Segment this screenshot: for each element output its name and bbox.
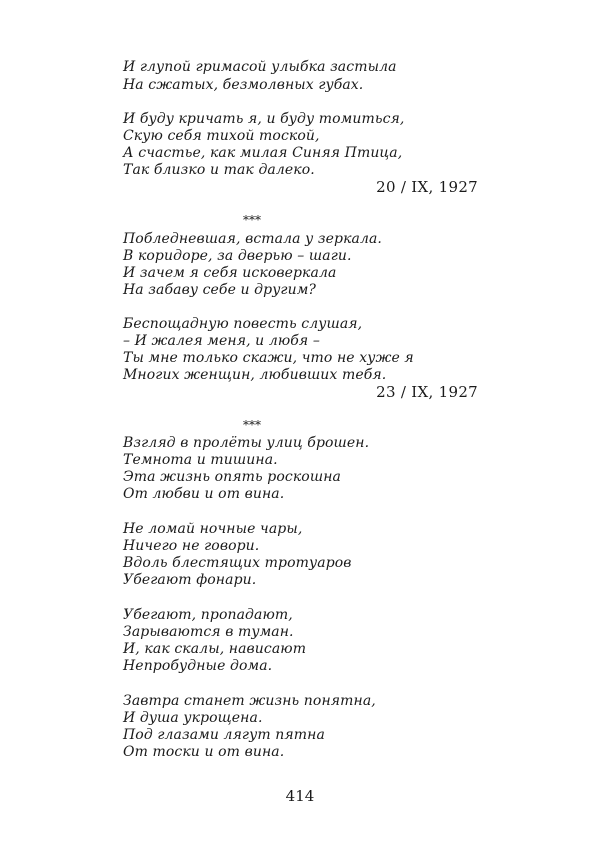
poem3-line: Ничего не говори.: [123, 538, 260, 554]
poem2-line: И зачем я себя исковеркала: [123, 265, 337, 281]
poem3-line: Зарываются в туман.: [123, 624, 294, 640]
poem1-line: На сжатых, безмолвных губах.: [123, 77, 364, 93]
poem3-line: Взгляд в пролёты улиц брошен.: [123, 435, 370, 451]
poem2-line: Беспощадную повесть слушая,: [123, 316, 363, 332]
poem3-line: Завтра станет жизнь понятна,: [123, 693, 376, 709]
poem3-line: Вдоль блестящих тротуаров: [123, 555, 352, 571]
poem3-line: Убегают, пропадают,: [123, 607, 293, 623]
poem3-line: Эта жизнь опять роскошна: [123, 469, 341, 485]
page-number: 414: [285, 787, 315, 805]
poem3-separator: ***: [243, 418, 261, 432]
poem2-line: На забаву себе и другим?: [123, 282, 317, 298]
poem2-line: – И жалея меня, и любя –: [123, 333, 320, 349]
poem3-line: И душа укрощена.: [123, 710, 263, 726]
poem3-line: Темнота и тишина.: [123, 452, 278, 468]
poem1-line: Скую себя тихой тоской,: [123, 128, 320, 144]
poem3-line: Под глазами лягут пятна: [123, 727, 325, 743]
poem3-line: От любви и от вина.: [123, 486, 285, 502]
poem1-line: И буду кричать я, и буду томиться,: [123, 111, 405, 127]
poem1-line: И глупой гримасой улыбка застыла: [123, 59, 397, 75]
poem3-line: Непробудные дома.: [123, 658, 273, 674]
poem3-line: Убегают фонари.: [123, 572, 257, 588]
poem3-line: От тоски и от вина.: [123, 744, 285, 760]
poem2-line: Побледневшая, встала у зеркала.: [123, 231, 382, 247]
poem2-separator: ***: [243, 213, 261, 227]
poem1-line: А счастье, как милая Синяя Птица,: [123, 145, 403, 161]
poem2-line: Многих женщин, любивших тебя.: [123, 367, 387, 383]
poem3-line: И, как скалы, нависают: [123, 641, 307, 657]
poem2-line: В коридоре, за дверью – шаги.: [123, 248, 352, 264]
poem2-line: Ты мне только скажи, что не хуже я: [123, 350, 414, 366]
poem3-line: Не ломай ночные чары,: [123, 521, 303, 537]
poem1-line: Так близко и так далеко.: [123, 162, 315, 178]
poem2-date: 23 / IX, 1927: [376, 383, 478, 401]
poem1-date: 20 / IX, 1927: [376, 178, 478, 196]
